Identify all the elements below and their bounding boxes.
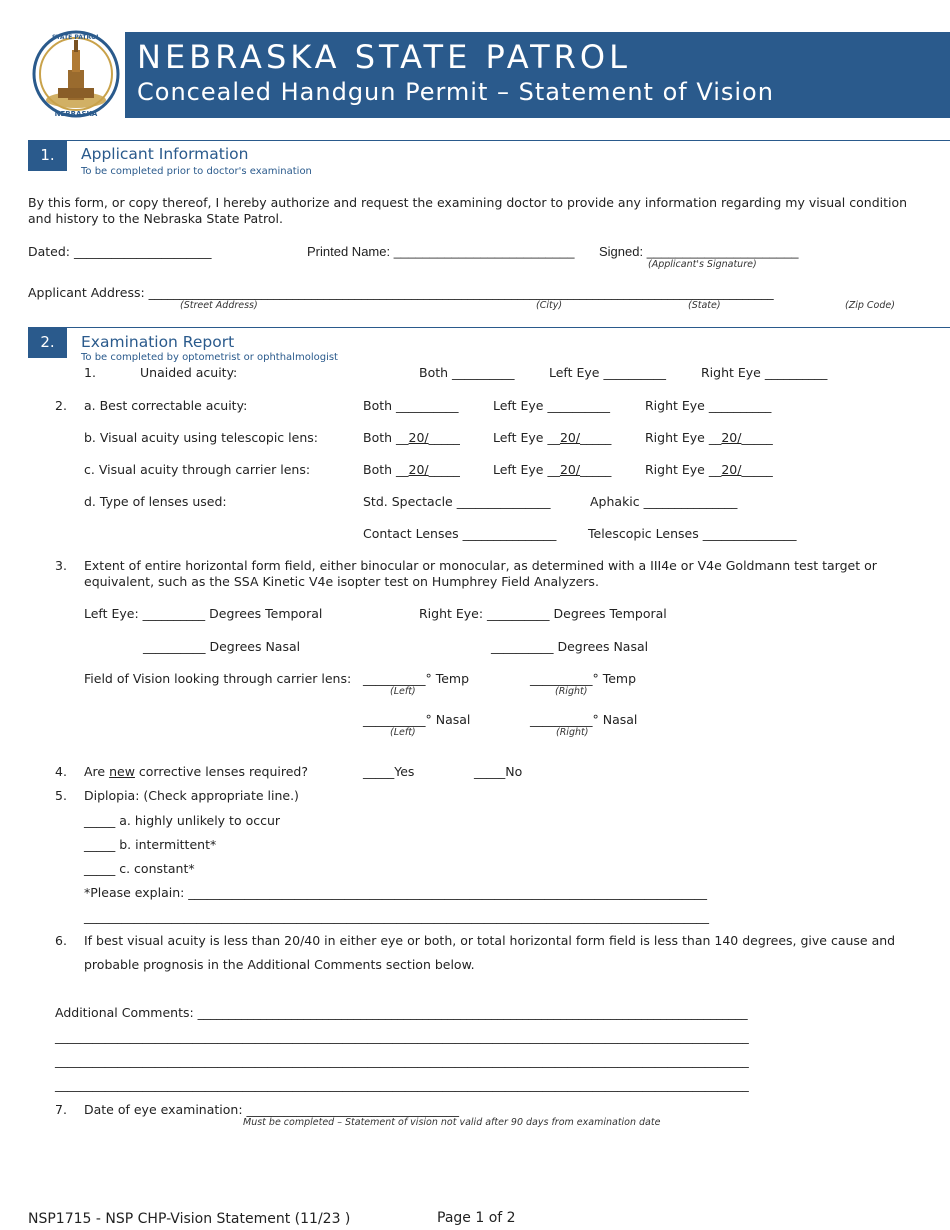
printed-name-field[interactable] bbox=[307, 244, 574, 259]
q4-pre: Are bbox=[84, 764, 110, 779]
q2c-both-field[interactable] bbox=[363, 462, 460, 477]
section1-number: 1. bbox=[28, 140, 67, 171]
blank-tail: _____ bbox=[580, 462, 612, 477]
q1-number: 1. bbox=[84, 365, 96, 380]
right-caption: (Right) bbox=[556, 727, 589, 738]
left-eye-temporal-field[interactable]: Left Eye: __________ Degrees Temporal bbox=[84, 606, 323, 621]
right-eye-nasal-field[interactable]: __________ Degrees Nasal bbox=[491, 639, 649, 654]
q6-number: 6. bbox=[55, 933, 67, 948]
authorization-text: By this form, or copy thereof, I hereby authorize and request the examining doctor to provide any information regarding my visual condition and history to the Nebraska State Patrol. bbox=[28, 195, 908, 226]
q5-label: Diplopia: (Check appropriate line.) bbox=[84, 788, 299, 803]
diplopia-option-a[interactable]: _____ a. highly unlikely to occur bbox=[84, 813, 281, 828]
left-prefix: Left Eye __ bbox=[493, 430, 560, 445]
blank-tail: _____ bbox=[741, 462, 773, 477]
section2-number: 2. bbox=[28, 327, 67, 358]
q2a-right-eye-field[interactable]: Right Eye __________ bbox=[645, 398, 772, 413]
street-caption: (Street Address) bbox=[180, 300, 258, 311]
page-number: Page 1 of 2 bbox=[437, 1210, 516, 1226]
signed-label: Signed: ___________________ bbox=[599, 244, 785, 259]
q5-number: 5. bbox=[55, 788, 67, 803]
q4-post: corrective lenses required? bbox=[134, 764, 308, 779]
left-eye-nasal-field[interactable]: __________ Degrees Nasal bbox=[143, 639, 301, 654]
carrier-temp-right-field[interactable]: __________° Temp bbox=[530, 671, 637, 686]
seal-top-text: STATE PATROL bbox=[51, 34, 101, 41]
q1-label: Unaided acuity: bbox=[140, 365, 238, 380]
zip-caption: (Zip Code) bbox=[845, 300, 895, 311]
nsp-seal-logo bbox=[32, 30, 120, 118]
q6-text-line2: probable prognosis in the Additional Comments section below. bbox=[84, 957, 475, 972]
q4-no-field[interactable]: _____No bbox=[474, 764, 523, 779]
right-caption: (Right) bbox=[555, 686, 588, 697]
q6-text-line1: If best visual acuity is less than 20/40 in either eye or both, or total horizontal form field is less than 140 degrees, give cause and bbox=[84, 933, 896, 948]
section2-rule bbox=[28, 327, 950, 328]
q4-number: 4. bbox=[55, 764, 67, 779]
seal-bottom-text: NEBRASKA bbox=[54, 110, 98, 118]
blank-tail: _____ bbox=[428, 462, 460, 477]
section2-title: Examination Report bbox=[81, 333, 235, 351]
form-id: NSP1715 - NSP CHP-Vision Statement bbox=[28, 1211, 291, 1227]
applicant-address-field[interactable]: Applicant Address: ____________________________________________________________________________________________________ bbox=[28, 285, 774, 300]
q2a-label: a. Best correctable acuity: bbox=[84, 398, 248, 413]
comments-line[interactable]: _______________________________________________________________________________________________________________ bbox=[55, 1029, 749, 1044]
left-caption: (Left) bbox=[390, 686, 416, 697]
additional-comments-field[interactable]: Additional Comments: ________________________________________________________________________________________ bbox=[55, 1005, 748, 1020]
blank-tail: _____ bbox=[428, 430, 460, 445]
q4-new: new bbox=[109, 764, 135, 779]
twenty-value: 20/ bbox=[721, 430, 742, 445]
carrier-temp-left-field[interactable]: __________° Temp bbox=[363, 671, 470, 686]
field-carrier-label: Field of Vision looking through carrier lens: bbox=[84, 671, 352, 686]
carrier-nasal-right-field[interactable]: __________° Nasal bbox=[530, 712, 638, 727]
contact-lenses-field[interactable]: Contact Lenses _______________ bbox=[363, 526, 557, 541]
carrier-nasal-left-field[interactable]: __________° Nasal bbox=[363, 712, 471, 727]
q3-text: Extent of entire horizontal form field, either binocular or monocular, as determined with a III4e or V4e Goldmann test target or equivalent, such as the SSA Kinetic V4e isopter test on Humphrey Field Analyzers. bbox=[84, 558, 877, 589]
right-prefix: Right Eye __ bbox=[645, 430, 722, 445]
comments-line[interactable]: _______________________________________________________________________________________________________________ bbox=[55, 1077, 749, 1092]
signed-tail: __ bbox=[784, 244, 799, 259]
city-caption: (City) bbox=[536, 300, 563, 311]
q1-left-eye-field[interactable]: Left Eye __________ bbox=[549, 365, 666, 380]
q1-both-field[interactable]: Both __________ bbox=[419, 365, 515, 380]
std-spectacle-field[interactable]: Std. Spectacle _______________ bbox=[363, 494, 551, 509]
q3-number: 3. bbox=[55, 558, 67, 573]
section2-subtitle: To be completed by optometrist or ophthalmologist bbox=[81, 352, 338, 363]
diplopia-option-b[interactable]: _____ b. intermittent* bbox=[84, 837, 217, 852]
q1-right-eye-field[interactable]: Right Eye __________ bbox=[701, 365, 828, 380]
dated-field[interactable]: Dated: ______________________ bbox=[28, 244, 212, 259]
left-prefix: Left Eye __ bbox=[493, 462, 560, 477]
q7-number: 7. bbox=[55, 1102, 67, 1117]
printed-name-tail: _____ bbox=[538, 244, 575, 259]
signed-field[interactable] bbox=[599, 244, 799, 259]
q2b-right-eye-field[interactable] bbox=[645, 430, 773, 445]
blank-tail: _____ bbox=[741, 430, 773, 445]
exam-date-field[interactable]: Date of eye examination: __________________________________ bbox=[84, 1102, 460, 1117]
please-explain-field[interactable]: *Please explain: ___________________________________________________________________________________ bbox=[84, 885, 708, 900]
section1-rule bbox=[28, 140, 950, 141]
printed-name-label: Printed Name: ____________________ bbox=[307, 244, 539, 259]
aphakic-field[interactable]: Aphakic _______________ bbox=[590, 494, 738, 509]
twenty-value: 20/ bbox=[408, 462, 429, 477]
q2b-left-eye-field[interactable] bbox=[493, 430, 611, 445]
diplopia-option-c[interactable]: _____ c. constant* bbox=[84, 861, 195, 876]
left-caption: (Left) bbox=[390, 727, 416, 738]
header-banner bbox=[125, 32, 950, 118]
twenty-value: 20/ bbox=[559, 462, 581, 477]
comments-line[interactable]: _______________________________________________________________________________________________________________ bbox=[55, 1053, 749, 1068]
footer-form-id bbox=[28, 1211, 350, 1227]
q4-label bbox=[84, 764, 308, 779]
q2c-right-eye-field[interactable] bbox=[645, 462, 773, 477]
twenty-value: 20/ bbox=[559, 430, 581, 445]
q2-number: 2. bbox=[55, 398, 67, 413]
blank-tail: _____ bbox=[580, 430, 612, 445]
section1-title: Applicant Information bbox=[81, 145, 249, 163]
q2a-left-eye-field[interactable]: Left Eye __________ bbox=[493, 398, 610, 413]
section1-subtitle: To be completed prior to doctor's examination bbox=[81, 166, 312, 177]
q2c-left-eye-field[interactable] bbox=[493, 462, 611, 477]
q2b-label: b. Visual acuity using telescopic lens: bbox=[84, 430, 318, 445]
q2c-label: c. Visual acuity through carrier lens: bbox=[84, 462, 311, 477]
q4-yes-field[interactable]: _____Yes bbox=[363, 764, 415, 779]
both-prefix: Both __ bbox=[363, 430, 409, 445]
telescopic-lenses-field[interactable]: Telescopic Lenses _______________ bbox=[588, 526, 797, 541]
please-explain-line2[interactable]: ____________________________________________________________________________________________________ bbox=[84, 909, 709, 924]
state-caption: (State) bbox=[688, 300, 721, 311]
twenty-value: 20/ bbox=[408, 430, 429, 445]
form-revision: (11/23 ) bbox=[294, 1211, 351, 1227]
right-prefix: Right Eye __ bbox=[645, 462, 722, 477]
q2b-both-field[interactable] bbox=[363, 430, 460, 445]
exam-date-note: Must be completed – Statement of vision not valid after 90 days from examination date bbox=[243, 1117, 661, 1128]
q2d-label: d. Type of lenses used: bbox=[84, 494, 227, 509]
twenty-value: 20/ bbox=[721, 462, 742, 477]
agency-title: NEBRASKA STATE PATROL bbox=[137, 38, 631, 76]
form-title: Concealed Handgun Permit – Statement of Vision bbox=[137, 78, 774, 106]
right-eye-temporal-field[interactable]: Right Eye: __________ Degrees Temporal bbox=[419, 606, 667, 621]
signature-caption: (Applicant's Signature) bbox=[648, 259, 757, 270]
q2a-both-field[interactable]: Both __________ bbox=[363, 398, 459, 413]
both-prefix: Both __ bbox=[363, 462, 409, 477]
